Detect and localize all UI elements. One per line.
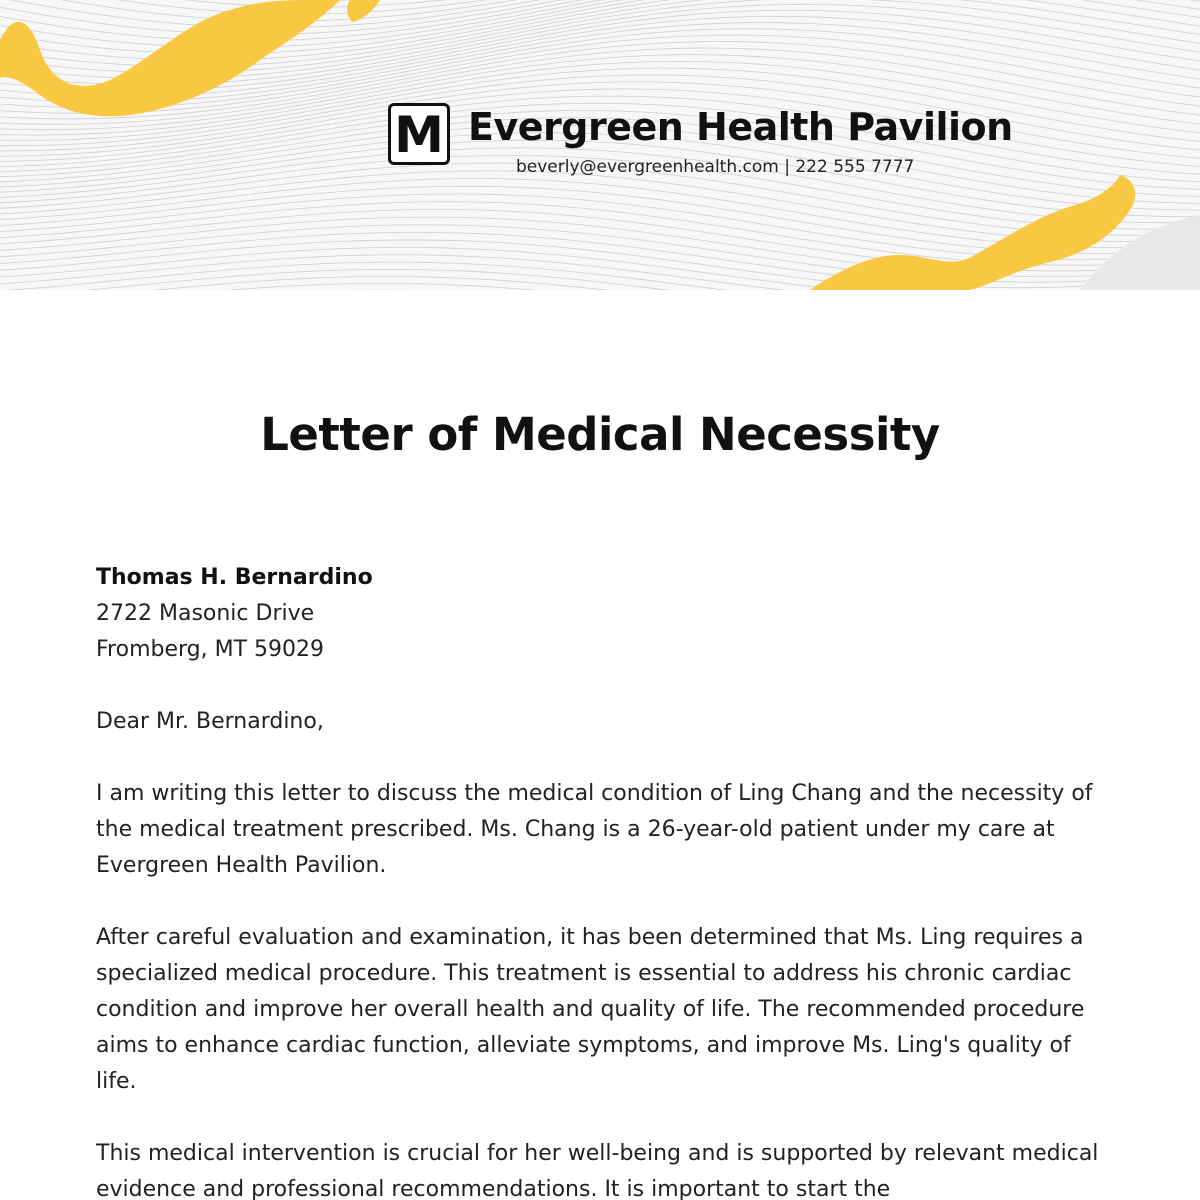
logo-icon <box>388 103 450 165</box>
letter-body <box>96 560 1106 1200</box>
paragraph-intervention: This medical intervention is crucial for her well-being and is supported by relevant medical evidence and professional recommendations. It is important to start the <box>96 1141 1099 1200</box>
paragraph-evaluation: After careful evaluation and examination, it has been determined that Ms. Ling requires a specialized medical procedure. This treatment is essential to address his chronic cardiac condition and improve her overall health and quality of life. The recommended procedure aims to enhance cardiac function, alleviate symptoms, and improve Ms. Ling's quality of life. <box>96 925 1085 1094</box>
logo-letter: M <box>394 106 444 164</box>
organization-contact: beverly@evergreenhealth.com | 222 555 7777 <box>516 157 915 177</box>
recipient-address <box>96 560 1106 668</box>
wave-line <box>0 0 1200 28</box>
salutation: Dear Mr. Bernardino, <box>96 709 324 734</box>
recipient-city: Fromberg, MT 59029 <box>96 637 325 662</box>
wave-line <box>0 0 1200 34</box>
recipient-name: Thomas H. Bernardino <box>96 565 373 590</box>
wave-line <box>0 269 1200 290</box>
yellow-wave-top-middle <box>347 0 380 22</box>
recipient-street: 2722 Masonic Drive <box>96 601 315 626</box>
yellow-wave-bottom-right <box>810 175 1135 290</box>
brand-block <box>388 103 1013 183</box>
paragraph-intro: I am writing this letter to discuss the medical condition of Ling Chang and the necessity of the medical treatment prescribed. Ms. Chang is a 26-year-old patient under my care at Evergreen Health Pavilion. <box>96 781 1093 878</box>
letterhead <box>0 0 1200 290</box>
document-title: Letter of Medical Necessity <box>260 408 940 461</box>
organization-name: Evergreen Health Pavilion <box>468 105 1013 149</box>
